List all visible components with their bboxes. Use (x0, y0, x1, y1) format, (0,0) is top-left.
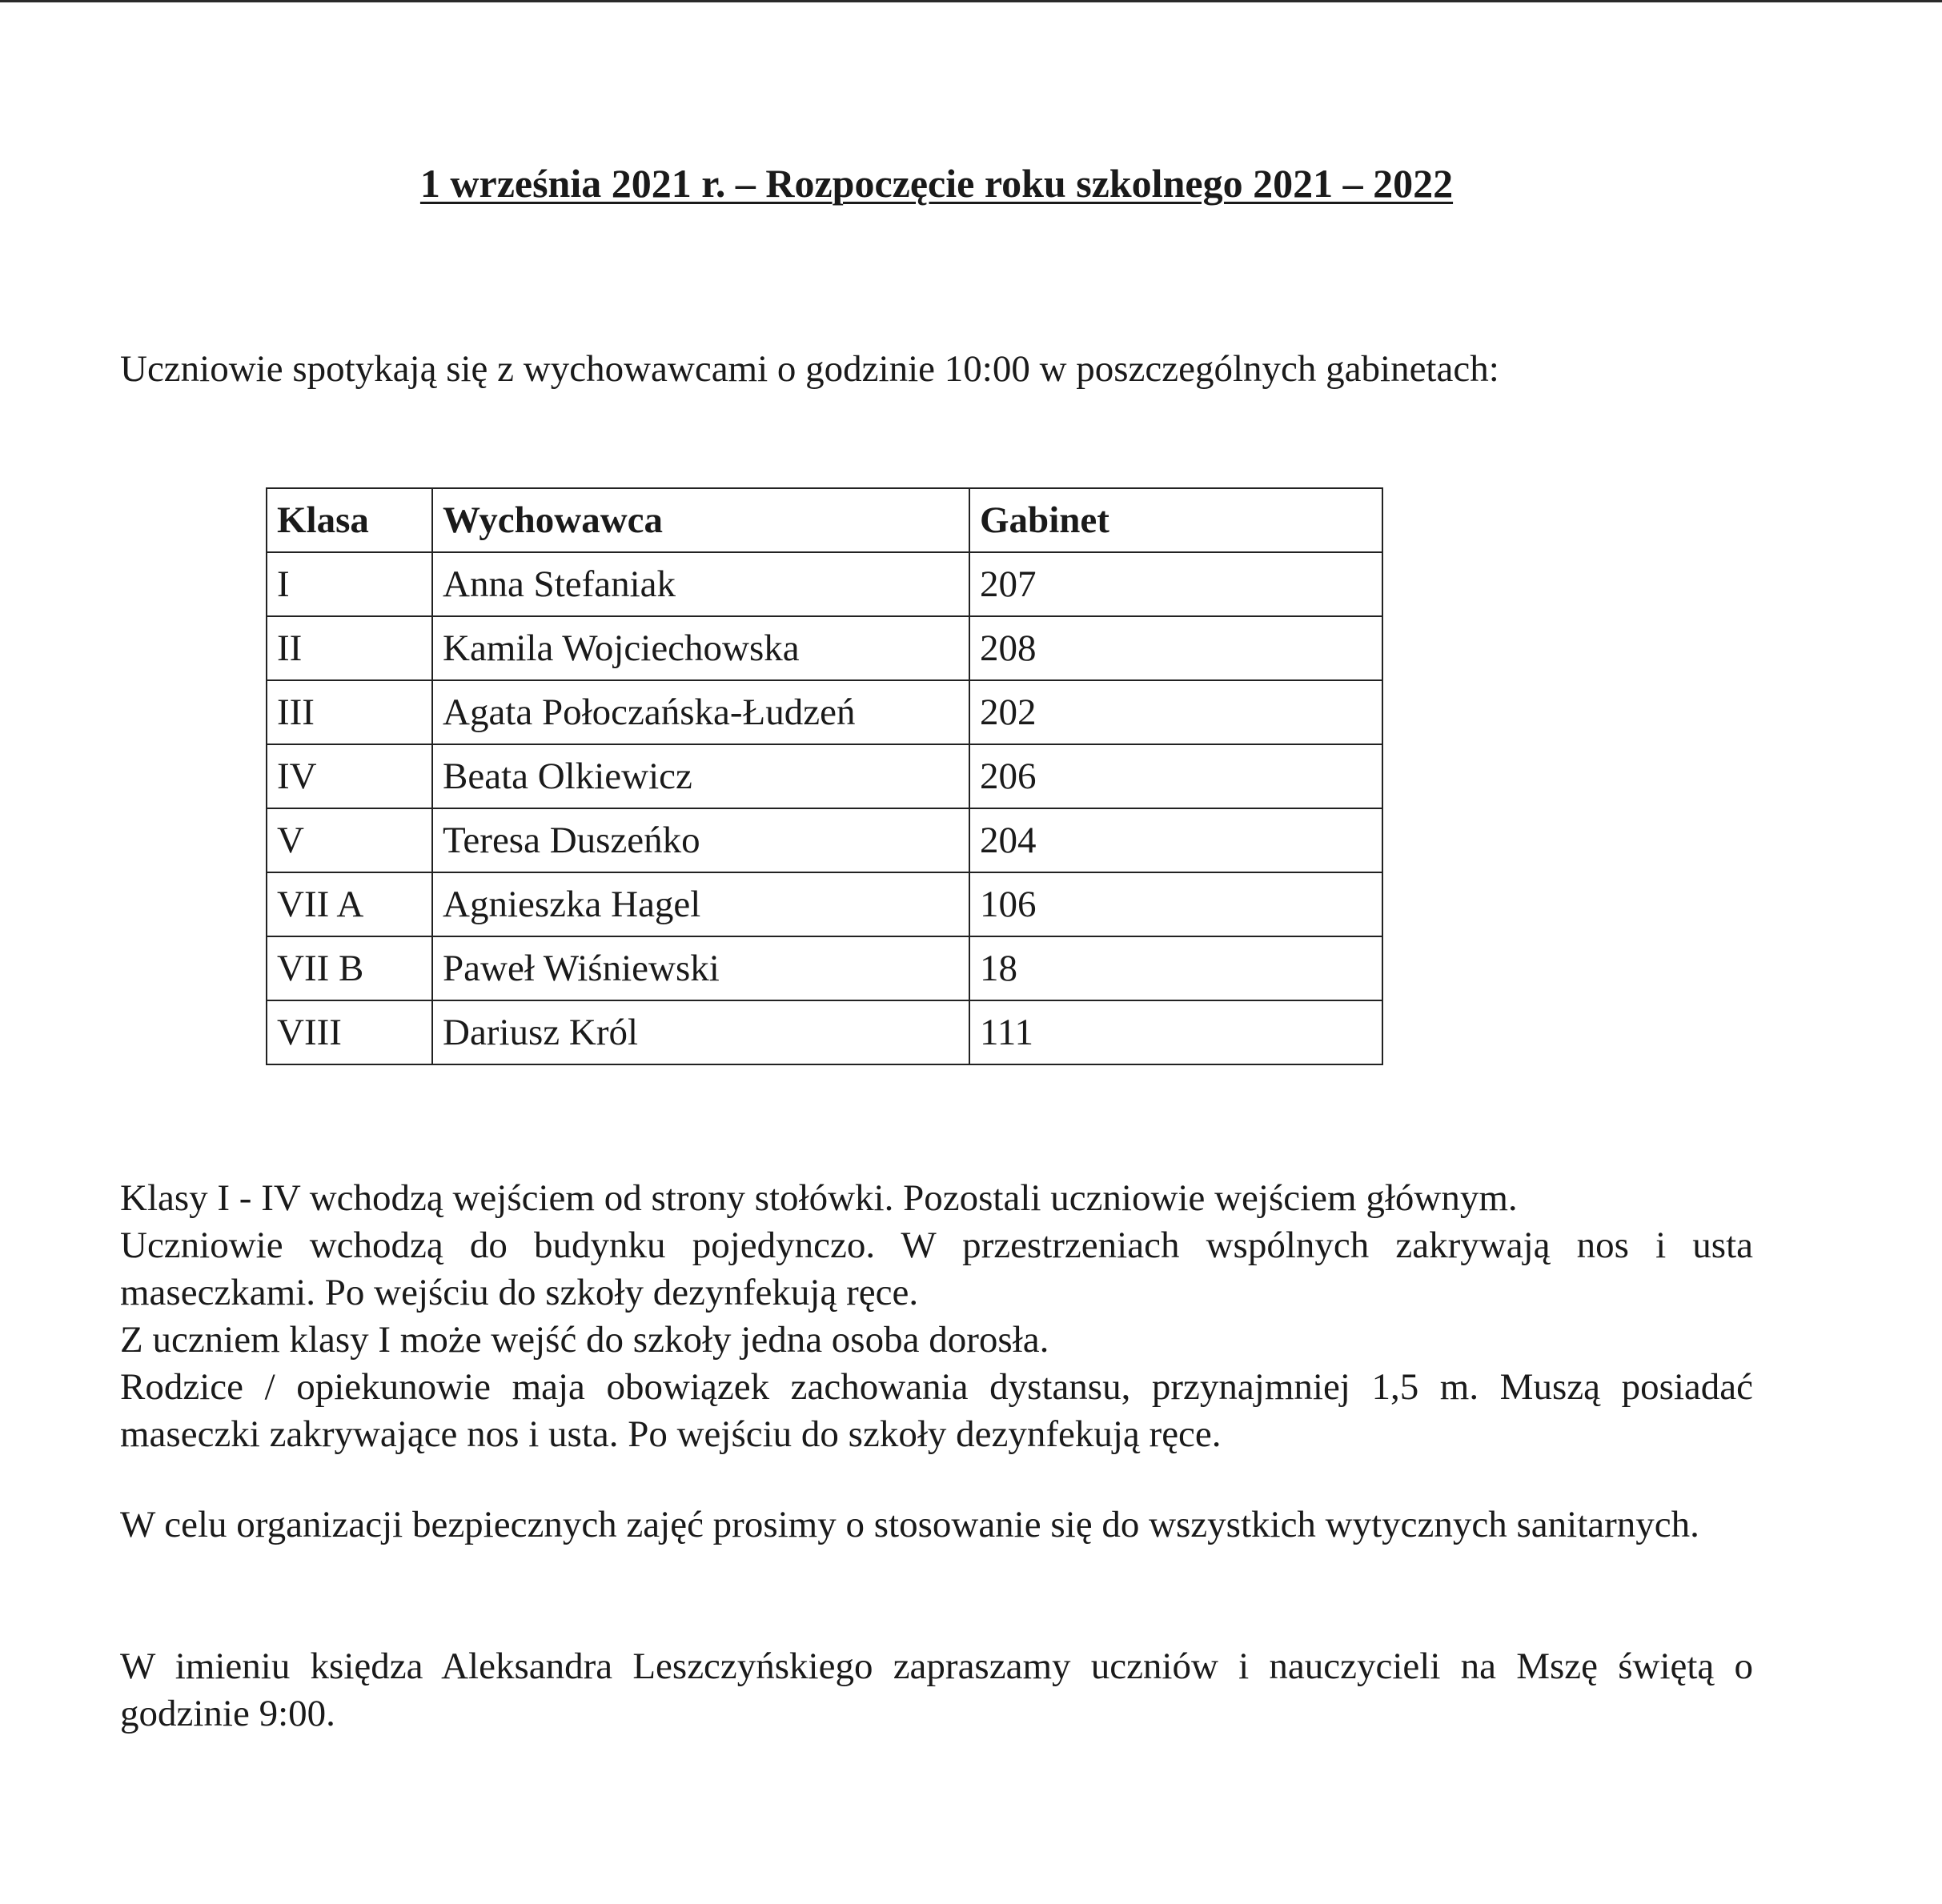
mass-block (120, 1643, 1753, 1738)
adult-paragraph: Z uczniem klasy I może wejść do szkoły jedna osoba dorosła. (120, 1319, 1049, 1361)
header-klasa: Klasa (267, 488, 432, 552)
masks-paragraph: Uczniowie wchodzą do budynku pojedynczo. W przestrzeniach wspólnych zakrywają nos i usta maseczkami. Po wejściu do szkoły dezynfekują ręce. (120, 1225, 1753, 1313)
cell-teacher: Agnieszka Hagel (432, 872, 969, 936)
table-row (267, 680, 1382, 744)
cell-room: 111 (969, 1000, 1382, 1064)
intro-text: Uczniowie spotykają się z wychowawcami o godzinie 10:00 w poszczególnych gabinetach: (120, 348, 1499, 390)
table-row (267, 1000, 1382, 1064)
table-row (267, 936, 1382, 1000)
table-row (267, 872, 1382, 936)
table-header-row (267, 488, 1382, 552)
cell-room: 207 (969, 552, 1382, 616)
entrance-paragraph: Klasy I - IV wchodzą wejściem od strony stołówki. Pozostali uczniowie wejściem głównym. (120, 1177, 1518, 1219)
cell-teacher: Paweł Wiśniewski (432, 936, 969, 1000)
cell-teacher: Dariusz Król (432, 1000, 969, 1064)
cell-teacher: Teresa Duszeńko (432, 808, 969, 872)
guidelines-paragraph: W celu organizacji bezpiecznych zajęć prosimy o stosowanie się do wszystkich wytycznych sanitarnych. (120, 1504, 1699, 1545)
class-teacher-table (266, 487, 1383, 1065)
cell-class: VII A (267, 872, 432, 936)
cell-class: V (267, 808, 432, 872)
instructions-block (120, 1175, 1753, 1458)
cell-teacher: Beata Olkiewicz (432, 744, 969, 808)
guidelines-block (120, 1501, 1753, 1549)
cell-class: VII B (267, 936, 432, 1000)
table-row (267, 744, 1382, 808)
cell-class: II (267, 616, 432, 680)
mass-paragraph: W imieniu księdza Aleksandra Leszczyńskiego zapraszamy uczniów i nauczycieli na Mszę świętą o godzinie 9:00. (120, 1645, 1753, 1734)
cell-teacher: Agata Połoczańska-Łudzeń (432, 680, 969, 744)
cell-class: III (267, 680, 432, 744)
cell-room: 204 (969, 808, 1382, 872)
cell-class: I (267, 552, 432, 616)
cell-room: 18 (969, 936, 1382, 1000)
header-wychowawca: Wychowawca (432, 488, 969, 552)
cell-teacher: Anna Stefaniak (432, 552, 969, 616)
table-row (267, 808, 1382, 872)
cell-room: 106 (969, 872, 1382, 936)
top-border (0, 0, 1942, 2)
cell-room: 208 (969, 616, 1382, 680)
cell-room: 206 (969, 744, 1382, 808)
parents-paragraph: Rodzice / opiekunowie maja obowiązek zachowania dystansu, przynajmniej 1,5 m. Muszą posiadać maseczki zakrywające nos i usta. Po wejściu do szkoły dezynfekują ręce. (120, 1366, 1753, 1455)
table-row (267, 616, 1382, 680)
page-title: 1 września 2021 r. – Rozpoczęcie roku szkolnego 2021 – 2022 (419, 161, 1454, 206)
cell-class: VIII (267, 1000, 432, 1064)
cell-teacher: Kamila Wojciechowska (432, 616, 969, 680)
header-gabinet: Gabinet (969, 488, 1382, 552)
table-row (267, 552, 1382, 616)
cell-room: 202 (969, 680, 1382, 744)
cell-class: IV (267, 744, 432, 808)
